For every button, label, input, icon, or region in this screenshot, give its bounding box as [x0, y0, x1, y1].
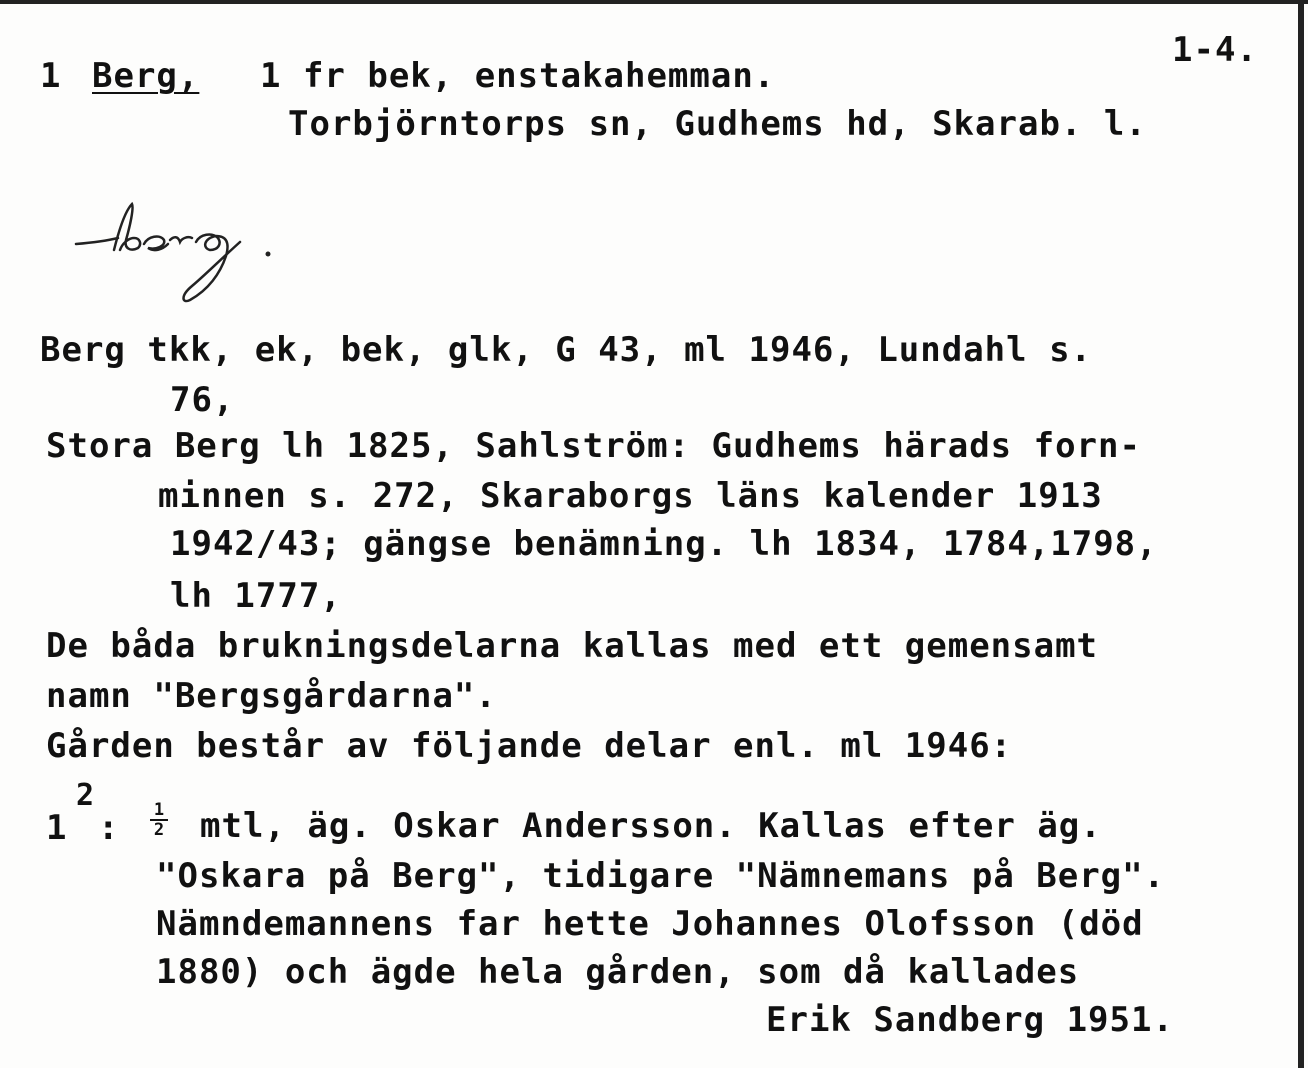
part-line-1: mtl, äg. Oskar Andersson. Kallas efter äg. — [200, 806, 1102, 846]
header-place-name: Berg, — [92, 56, 200, 96]
signature: Erik Sandberg 1951. — [766, 1000, 1174, 1040]
part-line-4: 1880) och ägde hela gården, som då kallades — [156, 952, 1080, 992]
header-classification: 1 fr bek, enstakahemman. — [260, 56, 776, 96]
body-line-7: De båda brukningsdelarna kallas med ett gemensamt — [46, 626, 1099, 666]
handwritten-word — [70, 196, 290, 308]
card-top-edge — [0, 0, 1308, 4]
card-right-edge — [1298, 0, 1304, 1068]
body-line-3: Stora Berg lh 1825, Sahlström: Gudhems härads forn- — [46, 426, 1141, 466]
card-number: 1-4. — [1172, 30, 1258, 70]
fraction-numerator: 1 — [153, 800, 165, 820]
body-line-4: minnen s. 272, Skaraborgs läns kalender 1913 — [158, 476, 1103, 516]
body-line-9: Gården består av följande delar enl. ml 1946: — [46, 726, 1013, 766]
part-superscript: 2 — [76, 778, 95, 813]
body-line-2: 76, — [170, 380, 235, 420]
body-line-5: 1942/43; gängse benämning. lh 1834, 1784,1798, — [170, 524, 1158, 564]
part-line-2: "Oskara på Berg", tidigare "Nämnemans på Berg". — [156, 856, 1166, 896]
body-line-6: lh 1777, — [170, 576, 342, 616]
part-line-3: Nämndemannens far hette Johannes Olofsson (död — [156, 904, 1144, 944]
part-number: 1 — [46, 808, 68, 848]
part-colon: : — [98, 808, 120, 848]
body-line-1: Berg tkk, ek, bek, glk, G 43, ml 1946, Lundahl s. — [40, 330, 1093, 370]
fraction-denominator: 2 — [153, 820, 165, 840]
body-line-8: namn "Bergsgårdarna". — [46, 676, 497, 716]
header-location: Torbjörntorps sn, Gudhems hd, Skarab. l. — [288, 104, 1147, 144]
header-index: 1 — [40, 56, 62, 96]
part-fraction — [150, 802, 168, 838]
